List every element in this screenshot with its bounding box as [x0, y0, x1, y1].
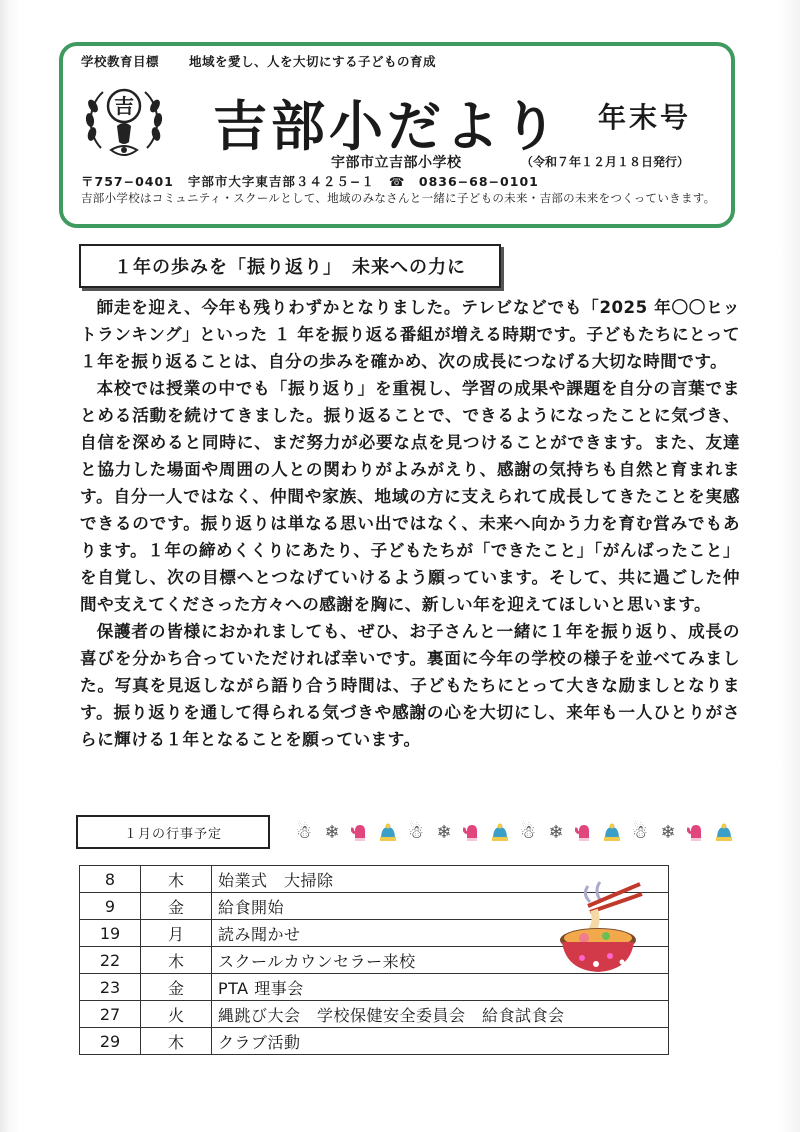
article-paragraph: 師走を迎え、今年も残りわずかとなりました。テレビなどでも「2025 年〇〇ヒットランキング」といった １ 年を振り返る番組が増える時期です。子どもたちにとって１年を振り返ることは、自分の歩みを確かめ、次の成長につなげる大切な時間です。: [80, 298, 740, 371]
knit-hat-icon: [601, 822, 623, 844]
event-weekday: 木: [141, 866, 212, 893]
knit-hat-icon: [377, 822, 399, 844]
newsletter-title: 吉部小だより: [213, 94, 561, 158]
school-goal-label: 学校教育目標: [81, 54, 160, 69]
zoni-illustration-icon: [548, 876, 648, 976]
address: 宇部市大字東吉部３４２５−１: [187, 174, 375, 189]
table-row: [80, 1028, 669, 1055]
school-goal-text: 地域を愛し、人を大切にする子どもの育成: [189, 54, 437, 69]
event-name: スクールカウンセラー来校: [212, 947, 669, 974]
masthead: [59, 42, 735, 228]
issue-date: （令和７年１２月１８日発行）: [521, 155, 690, 169]
event-day: 22: [80, 947, 141, 974]
table-row: [80, 974, 669, 1001]
event-name: クラブ活動: [212, 1028, 669, 1055]
event-day: 9: [80, 893, 141, 920]
event-name: 始業式 大掃除: [212, 866, 669, 893]
winter-decoration-row: [293, 822, 735, 844]
event-weekday: 木: [141, 947, 212, 974]
event-name: 縄跳び大会 学校保健安全委員会 給食試食会: [212, 1001, 669, 1028]
event-day: 19: [80, 920, 141, 947]
event-day: 23: [80, 974, 141, 1001]
article-paragraph: 本校では授業の中でも「振り返り」を重視し、学習の成果や課題を自分の言葉でまとめる活動を続けてきました。振り返ることで、できるようになったことに気づき、自信を深めると同時に、まだ努力が必要な点を見つけることができます。また、友達と協力した場面や周囲の人との関わりがよみがえり、感謝の気持ちも自然と育まれます。自分一人ではなく、仲間や家族、地域の方に支えられて成長してきたことを実感できるのです。振り返りは単なる思い出ではなく、未来へ向かう力を育む営みでもあります。１年の締めくくりにあたり、子どもたちが「できたこと」「がんばったこと」を自覚し、次の目標へとつなげていけるよう願っています。そして、共に過ごした仲間や支えてくださった方々への感謝を胸に、新しい年を迎えてほしいと思います。: [80, 379, 740, 614]
mitten-icon: [349, 822, 371, 844]
event-name: 読み聞かせ: [212, 920, 669, 947]
event-weekday: 金: [141, 893, 212, 920]
article-heading: [79, 244, 501, 288]
issue-name: 年末号: [598, 101, 692, 134]
school-emblem-icon: [81, 80, 167, 166]
table-row: [80, 1001, 669, 1028]
knit-hat-icon: [713, 822, 735, 844]
contact-line: [81, 172, 553, 190]
knit-hat-icon: [489, 822, 511, 844]
svg-text:吉: 吉: [114, 94, 134, 118]
snowflake-icon: ❄: [324, 822, 340, 843]
snowman-icon: ☃: [519, 822, 537, 843]
phone-number: ☎ 0836−68−0101: [388, 174, 539, 189]
snowman-icon: ☃: [295, 822, 313, 843]
event-weekday: 金: [141, 974, 212, 1001]
school-goal: [81, 52, 436, 70]
mitten-icon: [461, 822, 483, 844]
event-name: PTA 理事会: [212, 974, 669, 1001]
article-paragraph: 保護者の皆様におかれましても、ぜひ、お子さんと一緒に１年を振り返り、成長の喜びを分かち合っていただければ幸いです。裏面に今年の学校の様子を並べてみました。写真を見返しながら語り合う時間は、子どもたちにとって大きな励ましとなります。振り返りを通して得られる気づきや感謝の心を大切にし、来年も一人ひとりがさらに輝ける１年となることを願っています。: [80, 622, 740, 749]
mitten-icon: [573, 822, 595, 844]
postal-code: 〒757−0401: [81, 174, 174, 189]
snowman-icon: ☃: [407, 822, 425, 843]
school-name: 宇部市立吉部小学校: [331, 155, 462, 171]
mitten-icon: [685, 822, 707, 844]
event-day: 29: [80, 1028, 141, 1055]
snowflake-icon: ❄: [548, 822, 564, 843]
event-weekday: 月: [141, 920, 212, 947]
event-day: 8: [80, 866, 141, 893]
events-label: １月の行事予定: [76, 815, 270, 849]
event-weekday: 木: [141, 1028, 212, 1055]
community-school-note: 吉部小学校はコミュニティ・スクールとして、地域のみなさんと一緒に子どもの未来・吉部の未来をつくっていきます。: [81, 191, 716, 205]
article-heading-text: １年の歩みを「振り返り」 未来への力に: [114, 257, 466, 278]
snowman-icon: ☃: [631, 822, 649, 843]
event-name: 給食開始: [212, 893, 669, 920]
event-day: 27: [80, 1001, 141, 1028]
article-body: [80, 294, 740, 753]
snowflake-icon: ❄: [660, 822, 676, 843]
event-weekday: 火: [141, 1001, 212, 1028]
snowflake-icon: ❄: [436, 822, 452, 843]
